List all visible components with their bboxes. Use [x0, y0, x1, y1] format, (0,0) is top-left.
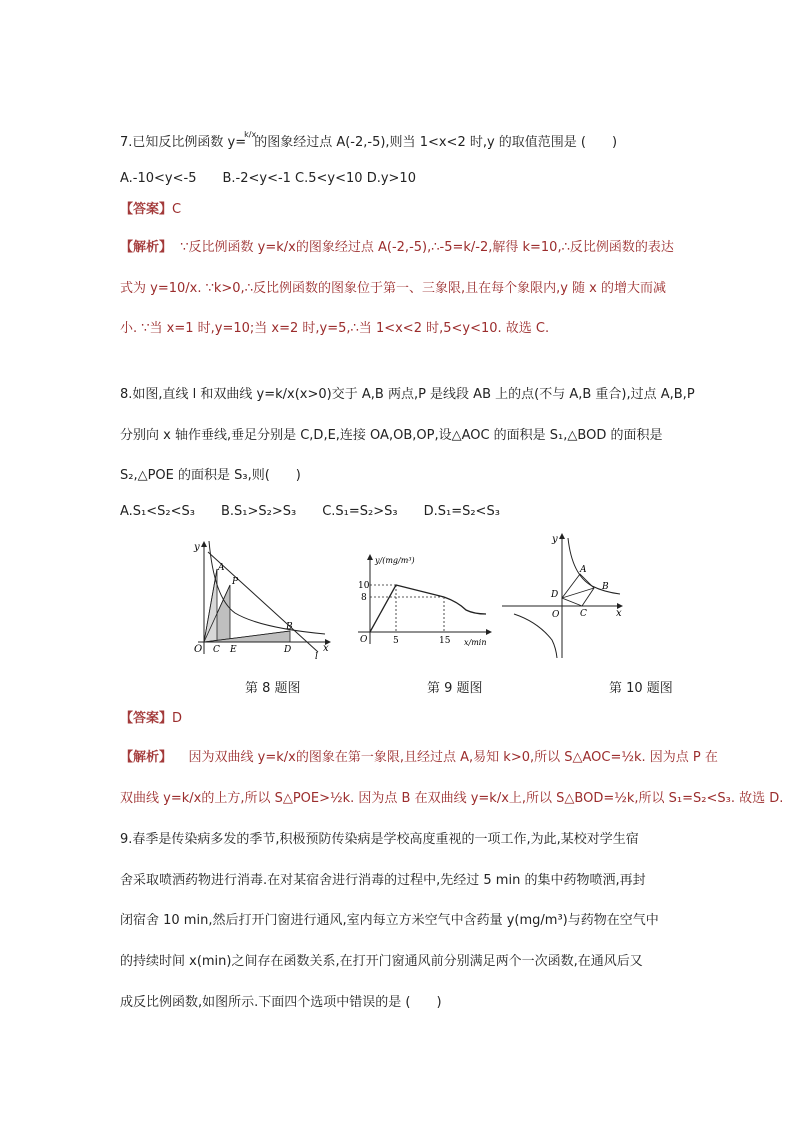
- q7-options: A.-10<y<-5 B.-2<y<-1 C.5<y<10 D.y>10: [120, 171, 416, 186]
- hyperbola-q1: [568, 538, 620, 594]
- label-y: y: [552, 534, 558, 545]
- fig10-caption: 第 10 题图: [609, 681, 673, 696]
- label-c: C: [580, 609, 587, 619]
- label-d: D: [551, 590, 559, 600]
- q8-answer: 【答案】D: [120, 711, 183, 726]
- q9-line2: 舍采取喷洒药物进行消毒.在对某宿舍进行消毒的过程中,先经过 5 min 的集中药物喷洒,再封: [120, 873, 646, 888]
- hyperbola-q3: [514, 614, 557, 658]
- label-xaxis: x/min: [464, 638, 487, 647]
- label-o: O: [552, 610, 560, 620]
- q7-analysis-line2: 式为 y=10/x. ∵k>0,∴反比例函数的图象位于第一、三象限,且在每个象限内,y 随 x 的增大而减: [120, 281, 667, 296]
- fig8-caption: 第 8 题图: [245, 681, 301, 696]
- tick-8: 8: [361, 593, 367, 603]
- label-b: B: [602, 582, 609, 592]
- label-b: B: [286, 622, 293, 632]
- label-c: C: [213, 645, 220, 655]
- q8-stem-line1: 8.如图,直线 l 和双曲线 y=k/x(x>0)交于 A,B 两点,P 是线段 AB 上的点(不与 A,B 重合),过点 A,B,P: [120, 387, 695, 402]
- segment-ab: [562, 588, 594, 598]
- q7-answer: 【答案】C: [120, 202, 182, 217]
- drug-curve: [370, 585, 444, 632]
- label-a: A: [218, 563, 225, 573]
- q8-analysis-line2: 双曲线 y=k/x的上方,所以 S△POE>½k. 因为点 B 在双曲线 y=k/x上,所以 S△BOD=½k,所以 S₁=S₂<S₃. 故选 D.: [120, 791, 784, 806]
- tick-5: 5: [393, 636, 399, 646]
- label-a: A: [580, 565, 587, 575]
- figure-8: [190, 538, 340, 660]
- q8-stem-line2: 分别向 x 轴作垂线,垂足分别是 C,D,E,连接 OA,OB,OP,设△AOC 的面积是 S₁,△BOD 的面积是: [120, 428, 663, 443]
- quad-abcd: [562, 574, 594, 606]
- q9-line5: 成反比例函数,如图所示.下面四个选项中错误的是 ( ): [120, 995, 442, 1010]
- label-d: D: [284, 645, 292, 655]
- label-p: P: [232, 577, 239, 587]
- q7-analysis-line1: 【解析】 ∵反比例函数 y=k/x的图象经过点 A(-2,-5),∴-5=k/-2,解得 k=10,∴反比例函数的表达: [120, 240, 674, 255]
- q7-stem: 7.已知反比例函数 y=$^{k/x}$的图象经过点 A(-2,-5),则当 1<x<2 时,y 的取值范围是 ( ): [120, 130, 618, 150]
- label-x: x: [616, 608, 622, 619]
- decay-curve: [444, 597, 486, 614]
- tick-10: 10: [358, 581, 370, 591]
- q7-analysis-line3: 小. ∵当 x=1 时,y=10;当 x=2 时,y=5,∴当 1<x<2 时,5<y<10. 故选 C.: [120, 321, 550, 336]
- q9-line4: 的持续时间 x(min)之间存在函数关系,在打开门窗通风前分别满足两个一次函数,在通风后又: [120, 954, 643, 969]
- figure-9: [346, 552, 496, 652]
- q9-line1: 9.春季是传染病多发的季节,积极预防传染病是学校高度重视的一项工作,为此,某校对学生宿: [120, 832, 639, 847]
- label-yaxis: y/(mg/m³): [375, 556, 415, 565]
- label-y: y: [194, 542, 200, 553]
- label-o: O: [360, 635, 368, 645]
- label-e: E: [230, 645, 237, 655]
- q8-options: A.S₁<S₂<S₃ B.S₁>S₂>S₃ C.S₁=S₂>S₃ D.S₁=S₂<S₃: [120, 504, 500, 519]
- q8-stem-line3: S₂,△POE 的面积是 S₃,则( ): [120, 468, 301, 483]
- q8-analysis-line1: 【解析】 因为双曲线 y=k/x的图象在第一象限,且经过点 A,易知 k>0,所以 S△AOC=½k. 因为点 P 在: [120, 750, 718, 765]
- label-l: l: [315, 652, 318, 660]
- fig9-caption: 第 9 题图: [427, 681, 483, 696]
- label-x: x: [323, 643, 329, 654]
- q7-frac: k/x: [244, 130, 257, 139]
- figure-10: [500, 530, 630, 662]
- q9-line3: 闭宿舍 10 min,然后打开门窗进行通风,室内每立方米空气中含药量 y(mg/m³)与药物在空气中: [120, 913, 659, 928]
- tick-15: 15: [439, 636, 451, 646]
- label-o: O: [194, 644, 203, 655]
